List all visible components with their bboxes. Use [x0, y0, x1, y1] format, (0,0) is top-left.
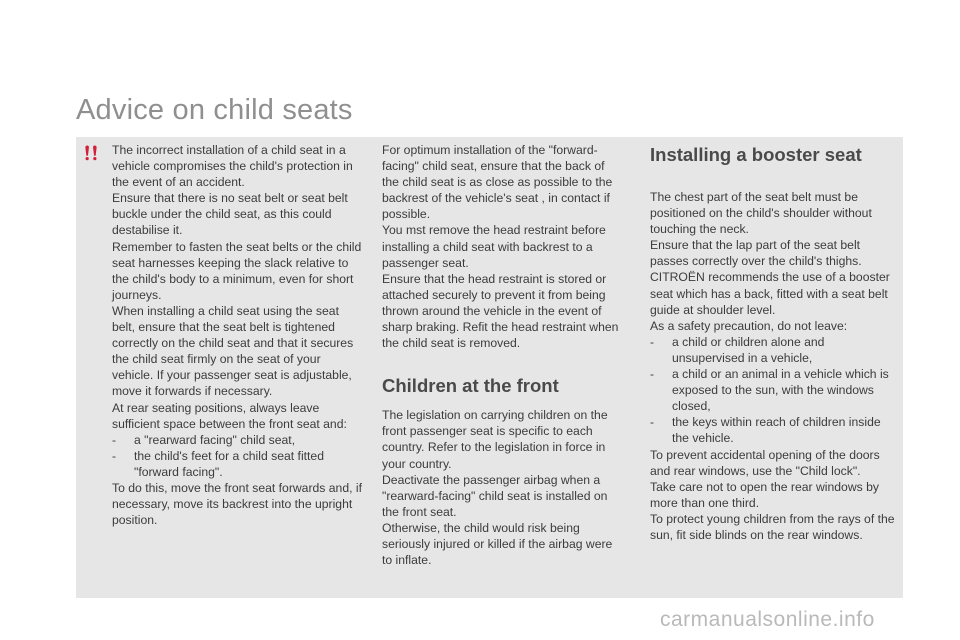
bullet-text: a "rearward facing" child seat, [134, 432, 296, 447]
booster-paragraph: Ensure that the lap part of the seat belt passes correctly over the child's thighs. [650, 238, 862, 269]
content-panel [76, 137, 903, 598]
bullet-dash: - [112, 448, 117, 463]
bullet-dash: - [112, 432, 117, 447]
front-paragraph: The legislation on carrying children on the front passenger seat is specific to each country. Refer to the legislation in force in your country. [382, 408, 608, 471]
warning-paragraph: Ensure that there is no seat belt or seat belt buckle under the child seat, as this could destabilise it. [112, 191, 348, 238]
booster-paragraph: As a safety precaution, do not leave: [650, 318, 848, 333]
bullet-text: a child or children alone and unsupervised in a vehicle, [672, 334, 825, 365]
bullet-text: the child's feet for a child seat fitted "forward facing". [134, 448, 324, 479]
installation-paragraph: You mst remove the head restraint before installing a child seat with backrest to a passenger seat. [382, 223, 606, 270]
booster-seat-heading: Installing a booster seat [650, 144, 862, 165]
list-item [650, 366, 900, 414]
list-item [112, 432, 362, 448]
bullet-dash: - [650, 415, 655, 430]
children-front-heading: Children at the front [382, 375, 559, 397]
bullet-dash: - [650, 334, 655, 349]
booster-column [650, 142, 900, 543]
installation-paragraph: For optimum installation of the "forward-facing" child seat, ensure that the back of the child seat is as close as possible to the backrest of the vehicle's seat , in contact if possible. [382, 143, 613, 222]
booster-closing: Take care not to open the rear windows by more than one third. [650, 479, 879, 510]
front-paragraph: Otherwise, the child would risk being seriously injured or killed if the airbag were to inflate. [382, 520, 613, 568]
booster-paragraph: CITROËN recommends the use of a booster seat which has a back, fitted with a seat belt guide at shoulder level. [650, 270, 890, 317]
bullet-text: a child or an animal in a vehicle which is exposed to the sun, with the windows closed, [672, 367, 889, 414]
watermark: carmanualsonline.info [660, 608, 875, 631]
warning-closing: To do this, move the front seat forwards and, if necessary, move its backrest into the upright position. [112, 480, 362, 528]
warning-paragraph: Remember to fasten the seat belts or the child seat harnesses keeping the slack relative to the child's body to a minimum, even for short journeys. [112, 239, 362, 302]
bullet-text: the keys within reach of children inside the vehicle. [672, 415, 881, 446]
booster-closing: To prevent accidental opening of the doors and rear windows, use the "Child lock". [650, 447, 880, 478]
installation-paragraph: Ensure that the head restraint is stored or attached securely to prevent it from being thrown around the vehicle in the event of sharp braking. Refit the head restraint when the child seat is removed. [382, 271, 619, 351]
middle-column [382, 142, 624, 568]
warning-column [112, 142, 362, 528]
front-paragraph: Deactivate the passenger airbag when a "rearward-facing" child seat is installed on the front seat. [382, 472, 608, 519]
list-item [650, 414, 900, 446]
bullet-dash: - [650, 367, 655, 382]
warning-exclamation-icon [82, 144, 100, 162]
page-title: Advice on child seats [76, 94, 353, 126]
booster-closing: To protect young children from the rays of the sun, fit side blinds on the rear windows. [650, 511, 895, 542]
list-item [650, 334, 900, 366]
list-item [112, 448, 362, 480]
warning-paragraph: When installing a child seat using the seat belt, ensure that the seat belt is tightened correctly on the child seat and that it secures the child seat firmly on the seat of your vehicle. If your passenger seat is adjustable, move it forwards if necessary. [112, 303, 354, 399]
warning-paragraph: The incorrect installation of a child seat in a vehicle compromises the child's protection in the event of an accident. [112, 143, 353, 190]
warning-paragraph: At rear seating positions, always leave sufficient space between the front seat and: [112, 400, 347, 431]
booster-paragraph: The chest part of the seat belt must be positioned on the child's shoulder without touching the neck. [650, 190, 872, 237]
